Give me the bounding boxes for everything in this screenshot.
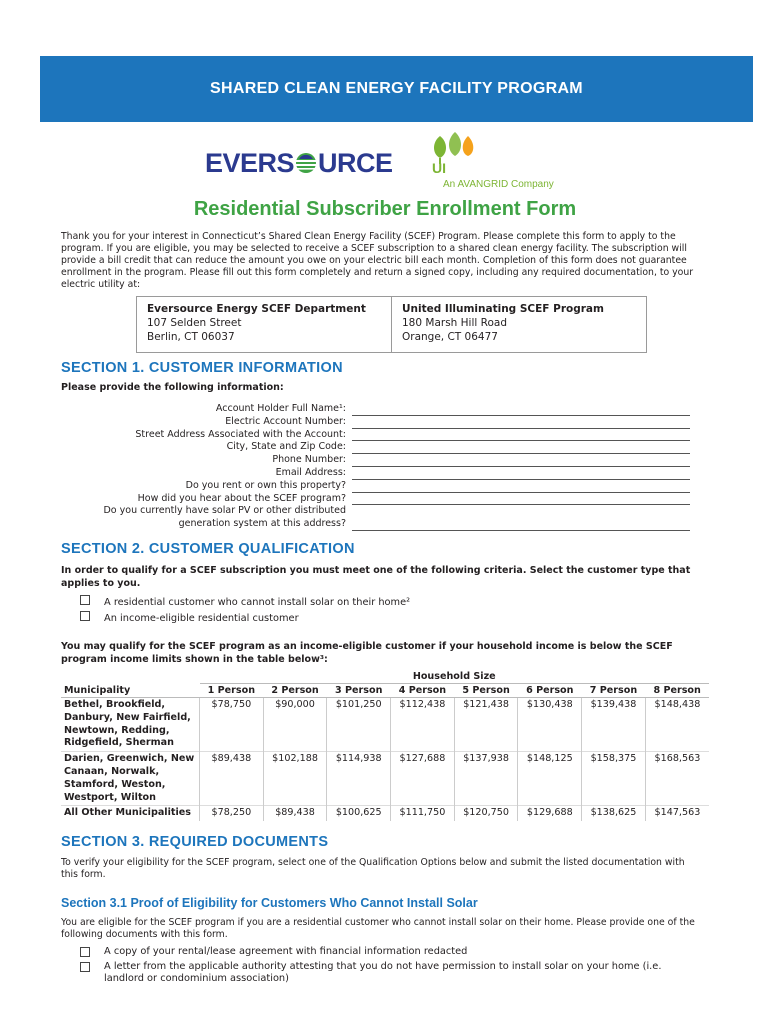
option-label: A copy of your rental/lease agreement with financial information redacted (104, 946, 468, 957)
field-row (60, 454, 700, 467)
section3-heading: SECTION 3. REQUIRED DOCUMENTS (61, 834, 329, 850)
field-label: Street Address Associated with the Account: (135, 428, 346, 440)
size-header: 8 Person (645, 684, 709, 698)
checkbox[interactable] (80, 947, 90, 957)
criteria-text: In order to qualify for a SCEF subscription you must meet one of the following criteria. Select the customer type that applies to you. (61, 565, 691, 589)
income-cell: $78,250 (200, 806, 264, 821)
income-cell: $111,750 (391, 806, 455, 821)
field-label: Electric Account Number: (225, 415, 346, 427)
field-row (60, 429, 700, 442)
field-row (60, 403, 700, 416)
eversource-logo: EVERS URCE (205, 148, 393, 178)
field-label: Phone Number: (272, 454, 346, 466)
section1-heading: SECTION 1. CUSTOMER INFORMATION (61, 360, 343, 376)
city-state-zip-field[interactable] (352, 443, 690, 454)
municipality-cell: Darien, Greenwich, New Canaan, Norwalk, Stamford, Weston, Westport, Wilton (61, 752, 200, 806)
option-label: A letter from the applicable authority attesting that you do not have permission to install solar on your home (i.e. landlord or condominium association) (104, 961, 662, 984)
income-cell: $100,625 (327, 806, 391, 821)
income-cell: $127,688 (391, 752, 455, 806)
income-cell: $129,688 (518, 806, 582, 821)
option-label: An income-eligible residential customer (104, 613, 299, 624)
income-cell: $121,438 (454, 698, 518, 752)
income-limits-table (61, 670, 709, 821)
section31-text: You are eligible for the SCEF program if you are a residential customer who cannot install solar on their home. Please provide one of the following documents with this form. (61, 917, 695, 940)
income-text: You may qualify for the SCEF program as an income-eligible customer if your household income is below the SCEF program income limits shown in the table below³: (61, 641, 673, 665)
table-row (61, 698, 709, 752)
address-name: United Illuminating SCEF Program (402, 303, 604, 315)
income-cell: $158,375 (582, 752, 646, 806)
checkbox[interactable] (80, 611, 90, 621)
header-banner (40, 56, 753, 122)
form-title: Residential Subscriber Enrollment Form (193, 198, 577, 220)
blank-header-cell (61, 670, 200, 684)
income-cell: $89,438 (263, 806, 327, 821)
size-header: 6 Person (518, 684, 582, 698)
income-cell: $78,750 (200, 698, 264, 752)
document-options (80, 946, 700, 985)
field-row (60, 493, 700, 506)
option-income-eligible[interactable] (80, 611, 410, 627)
size-header: 4 Person (391, 684, 455, 698)
intro-paragraph: Thank you for your interest in Connecticut’s Shared Clean Energy Facility (SCEF) Program. Please complete this form to apply to the program. If you are eligible, you may be selected to receive a SCEF subscription to a shared clean energy facility. The subscription will provide a bill credit that can reduce the amount you owe on your electric bill each month. Completion of this form does not guarantee enrollment in the program. Please fill out this form completely and return a signed copy, including any required documentation, to your electric utility at: (61, 231, 694, 290)
option-authority-letter[interactable] (80, 961, 700, 985)
address-line1: 107 Selden Street (147, 317, 242, 329)
field-label: generation system at this address? (178, 518, 346, 530)
address-line2: Orange, CT 06477 (402, 331, 498, 343)
street-address-field[interactable] (352, 430, 690, 441)
income-cell: $120,750 (454, 806, 518, 821)
address-name: Eversource Energy SCEF Department (147, 303, 366, 315)
income-cell: $130,438 (518, 698, 582, 752)
email-field[interactable] (352, 469, 690, 480)
income-cell: $102,188 (263, 752, 327, 806)
size-header: 5 Person (454, 684, 518, 698)
field-label: Account Holder Full Name¹: (215, 403, 346, 414)
option-lease-agreement[interactable] (80, 946, 700, 958)
income-cell: $114,938 (327, 752, 391, 806)
section2-heading: SECTION 2. CUSTOMER QUALIFICATION (61, 541, 355, 557)
banner-title: SHARED CLEAN ENERGY FACILITY PROGRAM (210, 80, 583, 97)
income-cell: $148,438 (645, 698, 709, 752)
income-cell: $90,000 (263, 698, 327, 752)
field-label: Do you currently have solar PV or other distributed (103, 505, 346, 517)
section3-intro: To verify your eligibility for the SCEF program, select one of the Qualification Options below and submit the listed documentation with this form. (61, 857, 685, 880)
income-cell: $168,563 (645, 752, 709, 806)
table-row (61, 806, 709, 821)
address-line1: 180 Marsh Hill Road (402, 317, 507, 329)
income-cell: $138,625 (582, 806, 646, 821)
municipality-cell: All Other Municipalities (61, 806, 200, 821)
eversource-o-icon (295, 152, 317, 174)
table-header-row (61, 684, 709, 698)
section31-heading: Section 3.1 Proof of Eligibility for Customers Who Cannot Install Solar (61, 896, 478, 910)
phone-field[interactable] (352, 456, 690, 467)
ui-logo-text: UI (432, 160, 446, 176)
size-header: 1 Person (200, 684, 264, 698)
field-row (60, 518, 700, 531)
address-line2: Berlin, CT 06037 (147, 331, 235, 343)
field-label: Do you rent or own this property? (185, 479, 346, 491)
field-row (60, 480, 700, 493)
ui-address (391, 297, 646, 352)
section1-prompt: Please provide the following information: (61, 382, 284, 393)
field-label: How did you hear about the SCEF program? (137, 492, 346, 504)
municipality-header: Municipality (61, 684, 200, 698)
solar-pv-field[interactable] (352, 520, 690, 531)
referral-source-field[interactable] (352, 494, 690, 505)
field-row (60, 467, 700, 480)
checkbox[interactable] (80, 962, 90, 972)
rent-own-field[interactable] (352, 482, 690, 493)
account-holder-name-field[interactable] (352, 405, 690, 416)
checkbox[interactable] (80, 595, 90, 605)
customer-type-options (80, 595, 410, 627)
household-size-header: Household Size (200, 670, 710, 684)
income-cell: $101,250 (327, 698, 391, 752)
income-cell: $89,438 (200, 752, 264, 806)
size-header: 7 Person (582, 684, 646, 698)
income-cell: $137,938 (454, 752, 518, 806)
income-cell: $112,438 (391, 698, 455, 752)
table-group-header-row (61, 670, 709, 684)
table-row (61, 752, 709, 806)
option-cannot-install-solar[interactable] (80, 595, 410, 611)
size-header: 3 Person (327, 684, 391, 698)
municipality-cell: Bethel, Brookfield, Danbury, New Fairfield, Newtown, Redding, Ridgefield, Sherman (61, 698, 200, 752)
field-label: City, State and Zip Code: (226, 441, 346, 453)
size-header: 2 Person (263, 684, 327, 698)
account-number-field[interactable] (352, 418, 690, 429)
income-cell: $147,563 (645, 806, 709, 821)
eversource-address (137, 297, 391, 352)
field-label: Email Address: (275, 466, 346, 478)
field-row (60, 416, 700, 429)
customer-info-fields (60, 403, 700, 531)
income-cell: $139,438 (582, 698, 646, 752)
field-row (60, 441, 700, 454)
address-box (136, 296, 647, 353)
option-label: A residential customer who cannot install solar on their home² (104, 597, 411, 608)
field-row (60, 505, 700, 518)
income-cell: $148,125 (518, 752, 582, 806)
ui-logo-subtitle: An AVANGRID Company (443, 179, 554, 190)
